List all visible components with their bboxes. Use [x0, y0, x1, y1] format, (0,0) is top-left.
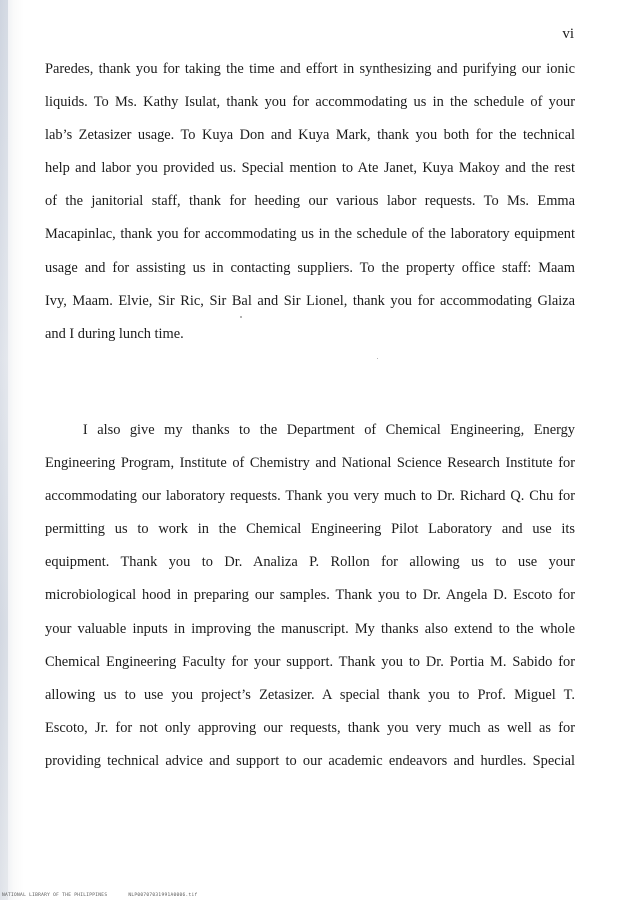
- footer-library: NATIONAL LIBRARY OF THE PHILIPPINES: [2, 893, 108, 898]
- text-line: of the janitorial staff, thank for heeding our various labor requests. To Ms. Emma: [45, 193, 575, 210]
- text-line: accommodating our laboratory requests. Thank you very much to Dr. Richard Q. Chu for: [45, 488, 575, 505]
- text-line: Engineering Program, Institute of Chemistry and National Science Research Institute for: [45, 455, 575, 472]
- text-line: help and labor you provided us. Special mention to Ate Janet, Kuya Makoy and the rest: [45, 160, 575, 177]
- scan-footer: [2, 893, 216, 898]
- footer-code: NLP00707031991A0006.tif: [128, 893, 198, 898]
- text-line: Macapinlac, thank you for accommodating us in the schedule of the laboratory equipment: [45, 226, 575, 243]
- text-line: allowing us to use you project’s Zetasizer. A special thank you to Prof. Miguel T.: [45, 686, 575, 703]
- paragraph-1: [45, 53, 575, 351]
- scan-edge-shadow: [0, 0, 8, 900]
- text-line: equipment. Thank you to Dr. Analiza P. Rollon for allowing us to use your: [45, 554, 575, 571]
- text-line: lab’s Zetasizer usage. To Kuya Don and Kuya Mark, thank you both for the technical: [45, 127, 575, 144]
- text-line: liquids. To Ms. Kathy Isulat, thank you for accommodating us in the schedule of your: [45, 94, 575, 111]
- text-line: permitting us to work in the Chemical Engineering Pilot Laboratory and use its: [45, 521, 575, 538]
- scan-speck: [377, 358, 378, 359]
- text-line: and I during lunch time.: [45, 325, 184, 342]
- text-line: Ivy, Maam. Elvie, Sir Ric, Sir Bal and Sir Lionel, thank you for accommodating Glaiza: [45, 292, 575, 309]
- text-line: providing technical advice and support to our academic endeavors and hurdles. Special: [45, 752, 575, 769]
- text-line: Escoto, Jr. for not only approving our requests, thank you very much as well as for: [45, 719, 575, 736]
- paragraph-2: [45, 414, 575, 778]
- scan-speck: [240, 316, 242, 318]
- text-line: Chemical Engineering Faculty for your support. Thank you to Dr. Portia M. Sabido for: [45, 653, 575, 670]
- text-line: Paredes, thank you for taking the time and effort in synthesizing and purifying our ionic: [45, 61, 575, 77]
- text-line: usage and for assisting us in contacting suppliers. To the property office staff: Maam: [45, 259, 575, 276]
- page-number: vi: [562, 26, 574, 42]
- text-line: I also give my thanks to the Department of Chemical Engineering, Energy: [45, 422, 575, 438]
- text-line: your valuable inputs in improving the manuscript. My thanks also extend to the whole: [45, 620, 575, 637]
- text-line: microbiological hood in preparing our samples. Thank you to Dr. Angela D. Escoto for: [45, 587, 575, 604]
